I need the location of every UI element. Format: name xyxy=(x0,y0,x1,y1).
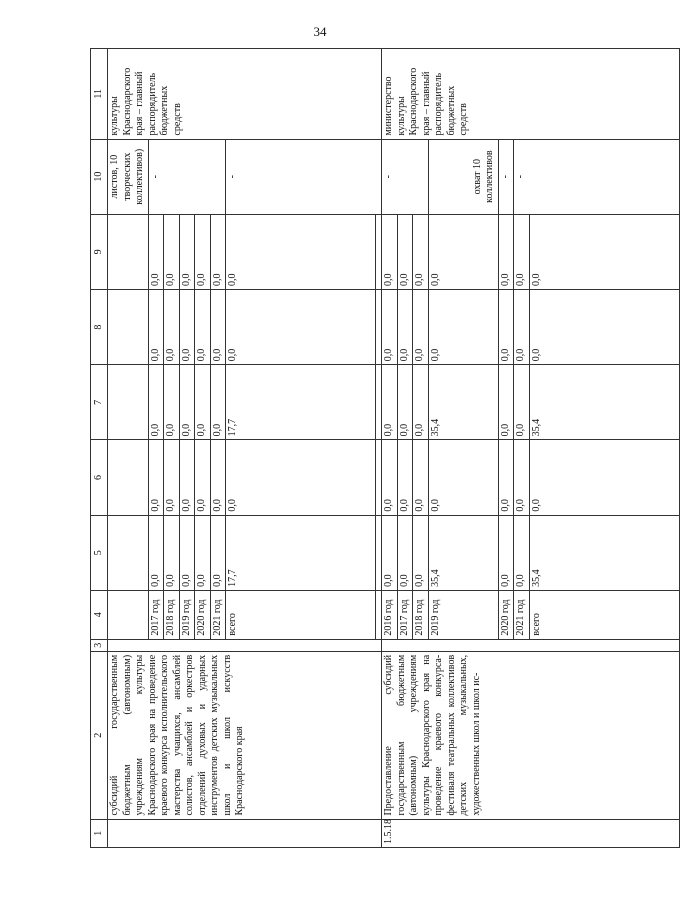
value-cell: 0,0 xyxy=(514,214,530,289)
value-cell: 0,0 xyxy=(413,515,429,590)
year-cell: 2017 год xyxy=(397,590,413,639)
value-cell: 0,0 xyxy=(529,440,679,515)
year-cell: всего xyxy=(226,590,376,639)
year-cell: 2020 год xyxy=(195,590,211,639)
value-cell: 0,0 xyxy=(382,365,398,440)
value-cell: 0,0 xyxy=(413,440,429,515)
value-cell: 0,0 xyxy=(428,214,498,289)
value-cell: 0,0 xyxy=(428,289,498,364)
value-cell: 0,0 xyxy=(179,289,195,364)
value-cell: 0,0 xyxy=(195,365,211,440)
value-cell: 0,0 xyxy=(148,365,164,440)
value-cell: 0,0 xyxy=(498,214,514,289)
value-cell: 0,0 xyxy=(397,440,413,515)
value-cell: 0,0 xyxy=(195,515,211,590)
result-cell: - xyxy=(498,139,514,214)
value-cell: 0,0 xyxy=(210,214,226,289)
result-cell: - xyxy=(148,139,226,214)
value-cell: 0,0 xyxy=(397,289,413,364)
value-cell: 0,0 xyxy=(413,289,429,364)
result-cell: - xyxy=(226,139,382,214)
value-cell: 0,0 xyxy=(397,515,413,590)
value-cell: 0,0 xyxy=(514,515,530,590)
value-cell: 0,0 xyxy=(148,515,164,590)
value-cell: 17,7 xyxy=(226,365,376,440)
value-cell: 0,0 xyxy=(397,214,413,289)
value-cell: 0,0 xyxy=(195,214,211,289)
rotated-table xyxy=(90,48,542,848)
table-row xyxy=(382,49,398,848)
value-cell: 0,0 xyxy=(210,289,226,364)
header-row xyxy=(91,49,108,848)
value-cell: 0,0 xyxy=(382,440,398,515)
year-cell: 2016 год xyxy=(382,590,398,639)
value-cell xyxy=(108,365,149,440)
value-cell: 0,0 xyxy=(428,440,498,515)
value-cell: 0,0 xyxy=(195,289,211,364)
value-cell: 0,0 xyxy=(226,289,376,364)
item-number: 1.5.18 xyxy=(382,819,680,847)
year-cell: 2020 год xyxy=(498,590,514,639)
value-cell: 0,0 xyxy=(164,515,180,590)
value-cell: 0,0 xyxy=(413,365,429,440)
result-cell: - xyxy=(514,139,680,214)
year-cell: 2018 год xyxy=(164,590,180,639)
result-cell: - xyxy=(382,139,429,214)
header-col-6: 6 xyxy=(91,440,108,515)
year-cell: 2018 год xyxy=(413,590,429,639)
header-col-5: 5 xyxy=(91,515,108,590)
executor-cell: культуры Краснодарского края – главный распорядитель бюджетных средств xyxy=(108,49,382,140)
value-cell: 0,0 xyxy=(210,515,226,590)
col3-cell xyxy=(108,639,382,651)
value-cell xyxy=(108,214,149,289)
value-cell: 0,0 xyxy=(210,365,226,440)
item-description: субсидий государственным бюджетным (автономным) учреждениям культуры Краснодарского края на проведение краевого конкурса исполнительского мастерства учащихся, ансамблей солистов, ансамблей и оркестров отделений духовых и ударных инструментов детских музыкальных школ и школ искусств Краснодарского края xyxy=(108,651,382,819)
value-cell xyxy=(108,289,149,364)
value-cell: 0,0 xyxy=(179,440,195,515)
value-cell: 0,0 xyxy=(413,214,429,289)
executor-cell: министерство культуры Краснодарского края – главный распорядитель бюджетных средств xyxy=(382,49,680,140)
value-cell: 0,0 xyxy=(529,289,679,364)
value-cell: 0,0 xyxy=(179,515,195,590)
item-number xyxy=(108,819,382,847)
item-description: Предоставление субсидий государственным бюджетным (автономным) учреждениям культуры Краснодарского края на проведение краевого конкурса-фестиваля театральных коллективов детских музыкальных, художественных школ и школ ис- xyxy=(382,651,680,819)
value-cell: 0,0 xyxy=(179,365,195,440)
value-cell: 0,0 xyxy=(164,365,180,440)
header-col-9: 9 xyxy=(91,214,108,289)
header-col-3: 3 xyxy=(91,639,108,651)
value-cell: 0,0 xyxy=(529,214,679,289)
header-col-4: 4 xyxy=(91,590,108,639)
year-cell: всего xyxy=(529,590,679,639)
result-cell: охват 10 коллективов xyxy=(428,139,498,214)
value-cell: 0,0 xyxy=(498,289,514,364)
year-cell: 2019 год xyxy=(428,590,498,639)
value-cell: 17,7 xyxy=(226,515,376,590)
value-cell: 0,0 xyxy=(148,440,164,515)
value-cell: 0,0 xyxy=(226,440,376,515)
value-cell: 35,4 xyxy=(428,365,498,440)
value-cell: 0,0 xyxy=(195,440,211,515)
value-cell: 0,0 xyxy=(164,440,180,515)
value-cell: 0,0 xyxy=(210,440,226,515)
header-col-1: 1 xyxy=(91,819,108,847)
value-cell: 0,0 xyxy=(148,214,164,289)
year-cell: 2021 год xyxy=(514,590,530,639)
value-cell: 0,0 xyxy=(226,214,376,289)
value-cell: 0,0 xyxy=(514,289,530,364)
col3-cell xyxy=(382,639,680,651)
value-cell: 0,0 xyxy=(514,440,530,515)
value-cell: 35,4 xyxy=(428,515,498,590)
header-col-2: 2 xyxy=(91,651,108,819)
value-cell: 0,0 xyxy=(164,289,180,364)
year-cell xyxy=(108,590,149,639)
header-col-11: 11 xyxy=(91,49,108,140)
value-cell: 0,0 xyxy=(498,440,514,515)
result-cell: листов, 10 творческих коллективов) xyxy=(108,139,149,214)
value-cell xyxy=(108,440,149,515)
value-cell: 0,0 xyxy=(148,289,164,364)
header-col-8: 8 xyxy=(91,289,108,364)
value-cell: 0,0 xyxy=(382,289,398,364)
value-cell: 0,0 xyxy=(382,214,398,289)
value-cell: 0,0 xyxy=(382,515,398,590)
year-cell: 2019 год xyxy=(179,590,195,639)
page-number: 34 xyxy=(313,24,327,39)
value-cell: 0,0 xyxy=(514,365,530,440)
value-cell: 0,0 xyxy=(164,214,180,289)
year-cell: 2021 год xyxy=(210,590,226,639)
value-cell: 0,0 xyxy=(397,365,413,440)
year-cell: 2017 год xyxy=(148,590,164,639)
rotated-table-wrapper xyxy=(90,48,542,848)
header-col-10: 10 xyxy=(91,139,108,214)
value-cell: 0,0 xyxy=(498,515,514,590)
value-cell: 0,0 xyxy=(179,214,195,289)
value-cell: 35,4 xyxy=(529,515,679,590)
table-row xyxy=(108,49,149,848)
value-cell xyxy=(108,515,149,590)
header-col-7: 7 xyxy=(91,365,108,440)
value-cell: 0,0 xyxy=(498,365,514,440)
value-cell: 35,4 xyxy=(529,365,679,440)
program-table xyxy=(90,48,680,848)
